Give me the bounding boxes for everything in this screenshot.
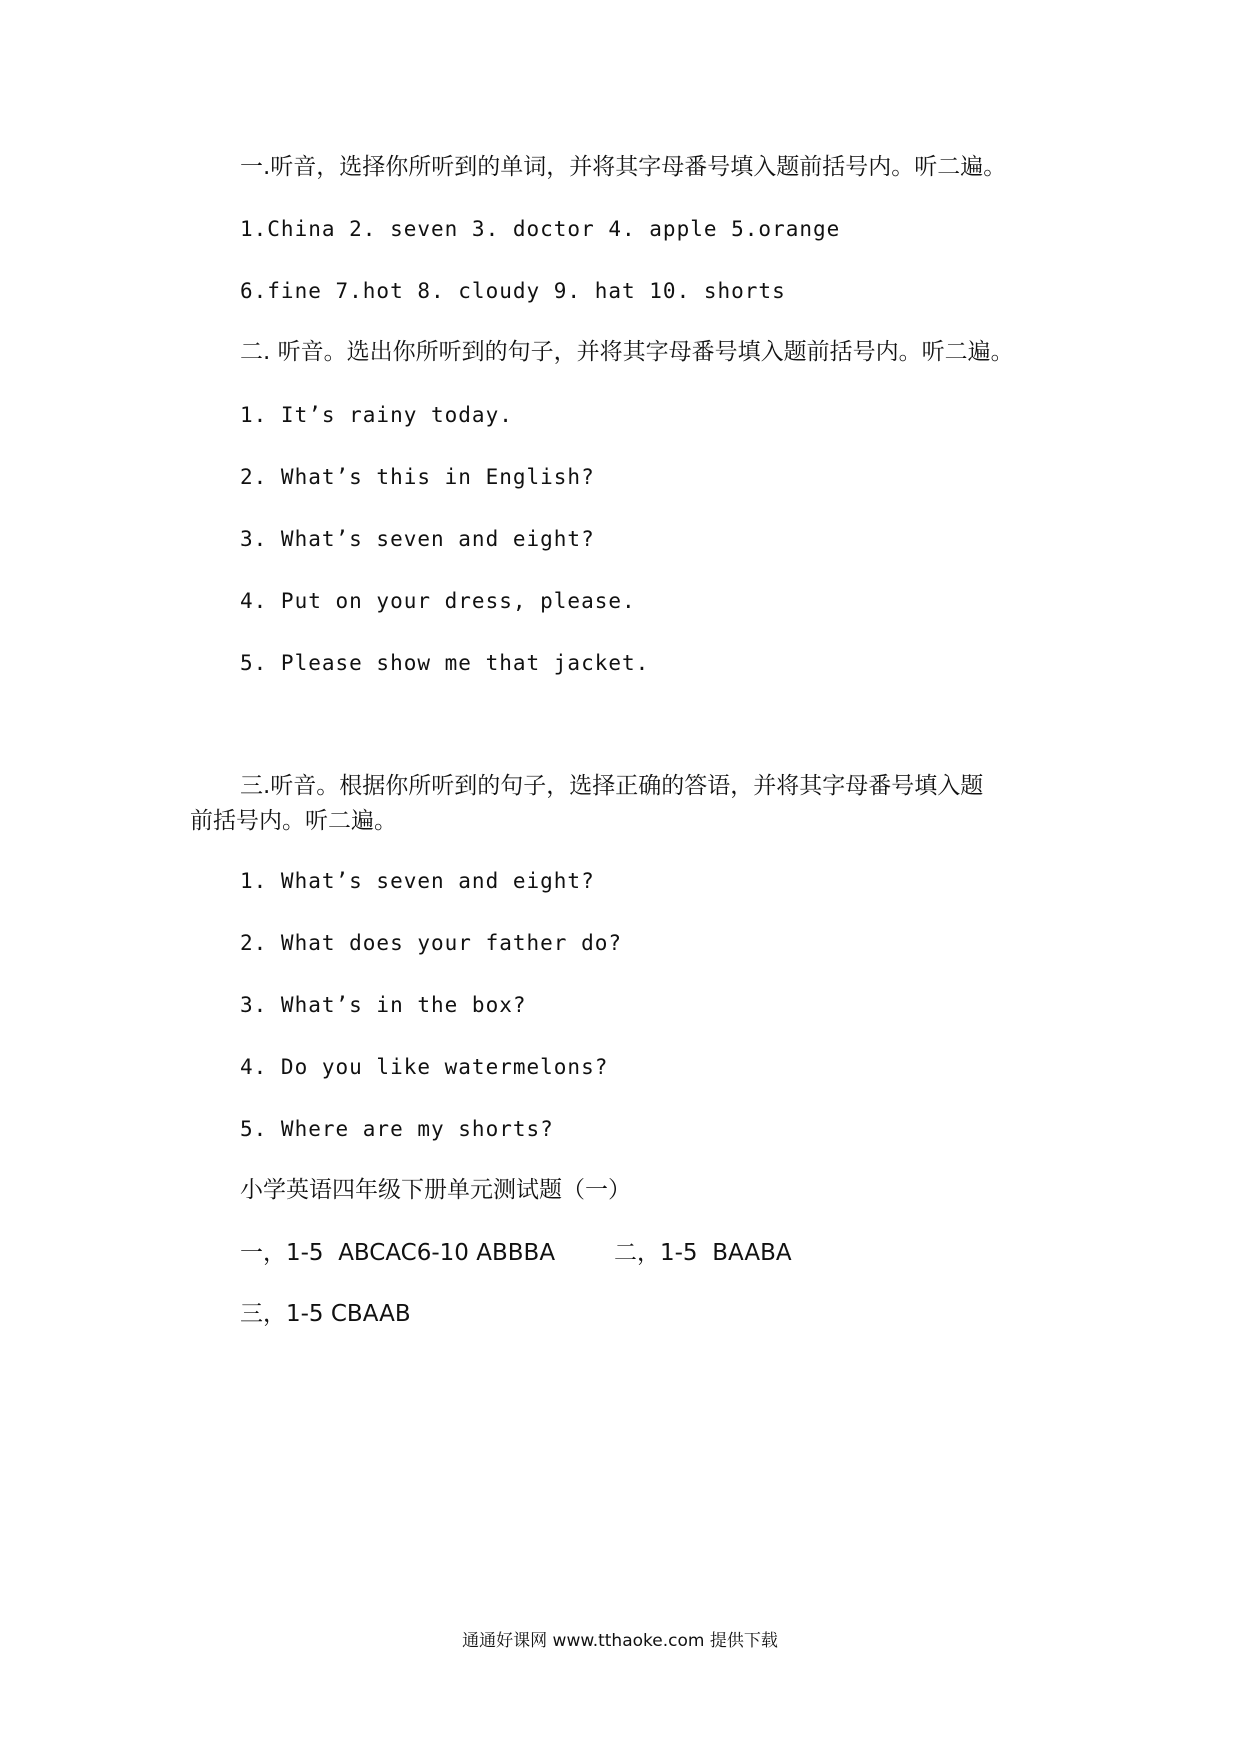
section-2-heading: 二. 听音。选出你所听到的句子，并将其字母番号填入题前括号内。听二遍。 — [240, 339, 1014, 365]
section-3-item: 2. What does your father do? — [240, 931, 623, 955]
answer-key-section-1: 一，1-5 ABCAC6-10 ABBBA — [240, 1240, 556, 1266]
section-2-item: 5. Please show me that jacket. — [240, 651, 650, 675]
section-3-heading-line-1: 三.听音。根据你所听到的句子，选择正确的答语，并将其字母番号填入题 — [240, 773, 984, 799]
answer-key-section-3: 三，1-5 CBAAB — [240, 1301, 411, 1327]
section-3-heading-line-2: 前括号内。听二遍。 — [190, 808, 397, 834]
section-3-item: 5. Where are my shorts? — [240, 1117, 554, 1141]
section-1-words-line-1: 1.China 2. seven 3. doctor 4. apple 5.orange — [240, 217, 841, 241]
section-3-item: 1. What’s seven and eight? — [240, 869, 595, 893]
section-2-item: 4. Put on your dress, please. — [240, 589, 636, 613]
section-2-item: 1. It’s rainy today. — [240, 403, 513, 427]
section-2-item: 3. What’s seven and eight? — [240, 527, 595, 551]
section-3-item: 3. What’s in the box? — [240, 993, 527, 1017]
section-1-heading: 一.听音，选择你所听到的单词，并将其字母番号填入题前括号内。听二遍。 — [240, 154, 1007, 180]
section-2-item: 2. What’s this in English? — [240, 465, 595, 489]
section-3-item: 4. Do you like watermelons? — [240, 1055, 609, 1079]
answer-key-title: 小学英语四年级下册单元测试题（一） — [240, 1177, 631, 1203]
answer-key-section-2: 二，1-5 BAABA — [614, 1240, 792, 1266]
footer-source-note: 通通好课网 www.tthaoke.com 提供下载 — [462, 1631, 778, 1651]
section-1-words-line-2: 6.fine 7.hot 8. cloudy 9. hat 10. shorts — [240, 279, 786, 303]
